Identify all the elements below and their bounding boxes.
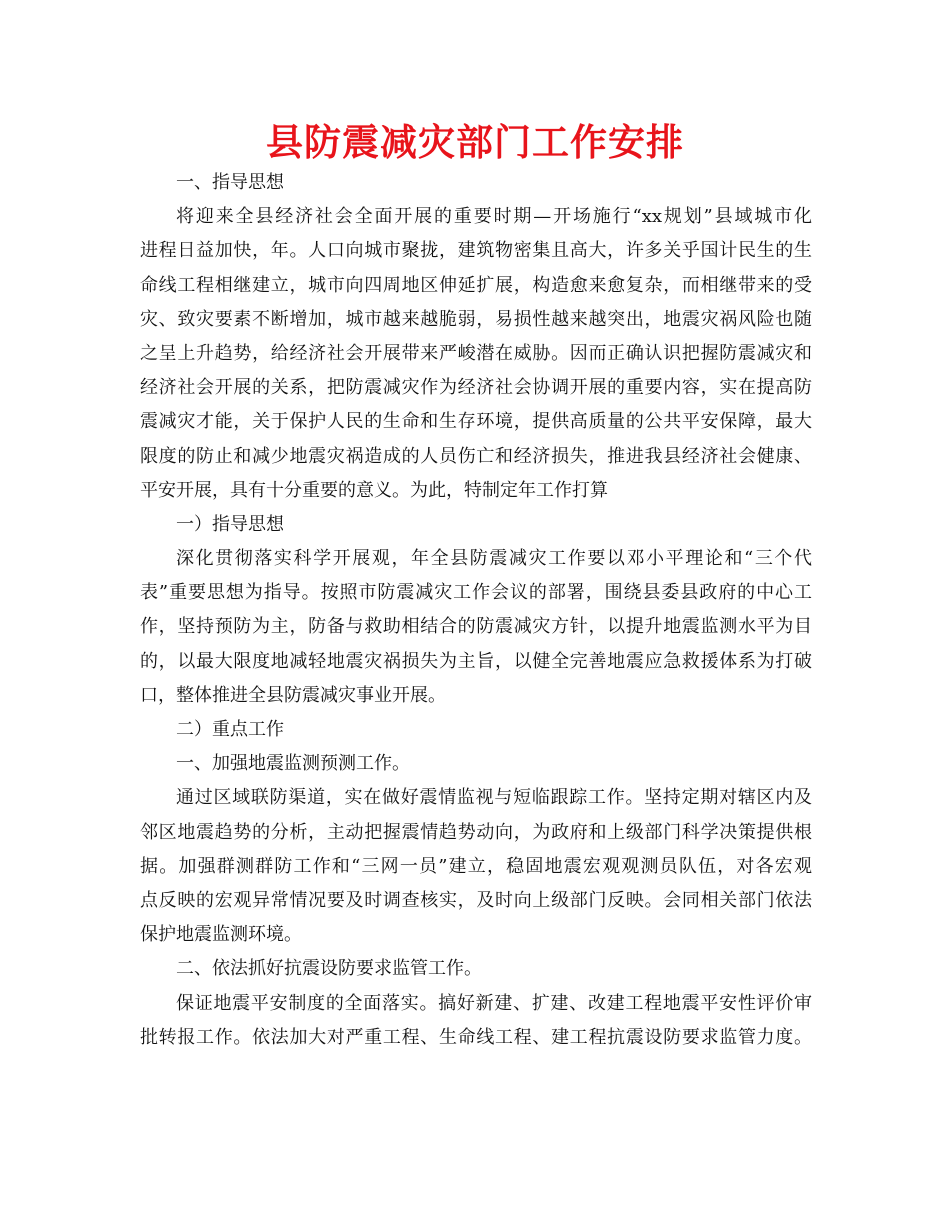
document-body xyxy=(140,166,812,1055)
text-line: 进程日益加快，年。人口向城市聚拢，建筑物密集且高大，许多关乎国计民生的生 xyxy=(140,240,812,262)
text-line: 通过区域联防渠道，实在做好震情监视与短临跟踪工作。坚持定期对辖区内及 xyxy=(176,787,812,809)
text-line: 的，以最大限度地减轻地震灾祸损失为主旨，以健全完善地震应急救援体系为打破 xyxy=(140,650,812,672)
text-line: 点反映的宏观异常情况要及时调查核实，及时向上级部门反映。会同相关部门依法 xyxy=(140,889,812,911)
text-line: 限度的防止和减少地震灾祸造成的人员伤亡和经济损失，推进我县经济社会健康、 xyxy=(140,445,812,467)
text-line: 一、加强地震监测预测工作。 xyxy=(176,753,410,775)
text-line: 二）重点工作 xyxy=(176,719,284,740)
text-line: 震减灾才能，关于保护人民的生命和生存环境，提供高质量的公共平安保障，最大 xyxy=(140,411,812,433)
text-line: 保护地震监测环境。 xyxy=(140,924,302,946)
text-line: 作，坚持预防为主，防备与救助相结合的防震减灾方针，以提升地震监测水平为目 xyxy=(140,616,812,638)
text-line: 二、依法抓好抗震设防要求监管工作。 xyxy=(176,958,482,980)
document-title: 县防震减灾部门工作安排 xyxy=(266,121,684,164)
text-line: 之呈上升趋势，给经济社会开展带来严峻潜在威胁。因而正确认识把握防震减灾和 xyxy=(140,342,812,364)
text-line: 灾、致灾要素不断增加，城市越来越脆弱，易损性越来越突出，地震灾祸风险也随 xyxy=(140,308,812,330)
text-line: 批转报工作。依法加大对严重工程、生命线工程、建工程抗震设防要求监管力度。 xyxy=(140,1026,812,1048)
text-line: 口，整体推进全县防震减灾事业开展。 xyxy=(140,684,446,706)
text-line: 将迎来全县经济社会全面开展的重要时期—开场施行“xx规划”县域城市化 xyxy=(176,206,812,228)
text-line: 一、指导思想 xyxy=(176,172,284,193)
text-line: 命线工程相继建立，城市向四周地区伸延扩展，构造愈来愈复杂，而相继带来的受 xyxy=(140,274,812,296)
text-line: 表”重要思想为指导。按照市防震减灾工作会议的部署，围绕县委县政府的中心工 xyxy=(140,582,812,604)
text-line: 平安开展，具有十分重要的意义。为此，特制定年工作打算 xyxy=(140,479,608,501)
text-line: 深化贯彻落实科学开展观，年全县防震减灾工作要以邓小平理论和“三个代 xyxy=(176,548,812,570)
text-line: 一）指导思想 xyxy=(176,513,284,535)
text-line: 邻区地震趋势的分析，主动把握震情趋势动向，为政府和上级部门科学决策提供根 xyxy=(140,821,812,843)
text-line: 保证地震平安制度的全面落实。搞好新建、扩建、改建工程地震平安性评价审 xyxy=(176,992,812,1014)
text-line: 据。加强群测群防工作和“三网一员”建立，稳固地震宏观观测员队伍，对各宏观 xyxy=(140,855,812,877)
text-line: 经济社会开展的关系，把防震减灾作为经济社会协调开展的重要内容，实在提高防 xyxy=(140,377,812,399)
